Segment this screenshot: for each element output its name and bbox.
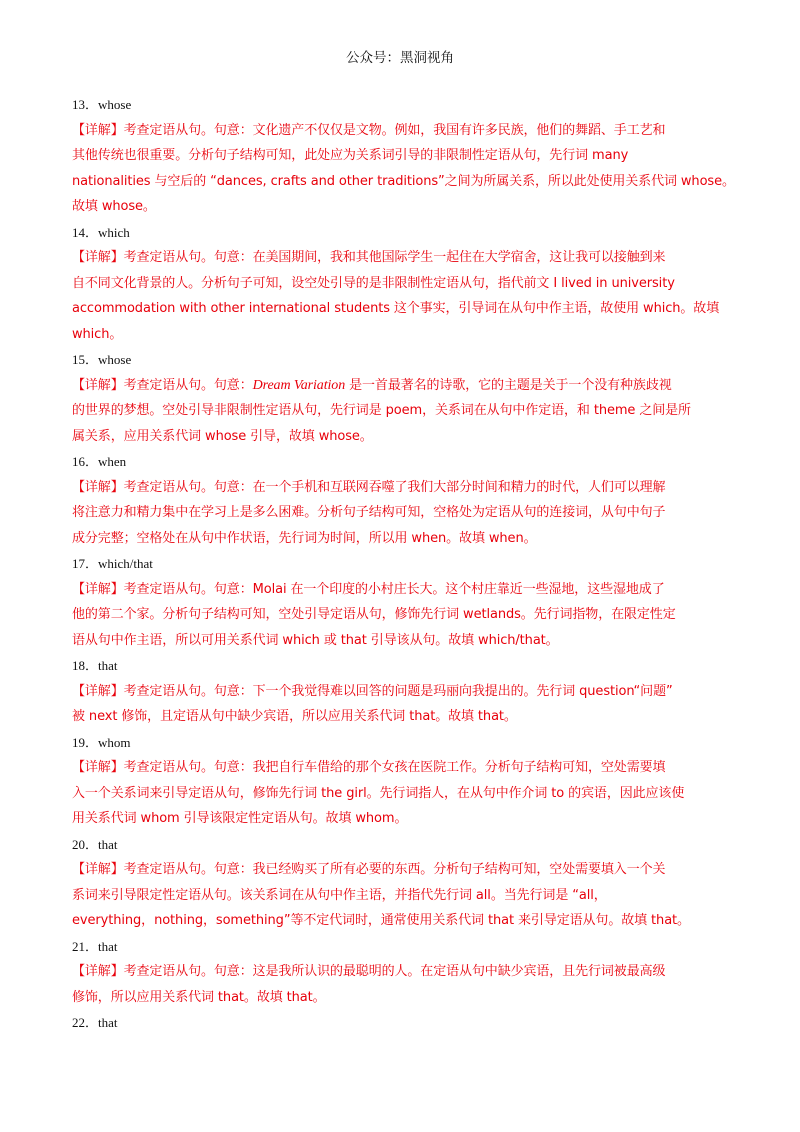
- explanation-line: 其他传统也很重要。分析句子结构可知，此处应为关系词引导的非限制性定语从句，先行词 many: [72, 148, 629, 163]
- answer-item-16: [72, 449, 728, 551]
- explanation-line: 【详解】考查定语从句。句意：我把自行车借给的那个女孩在医院工作。分析句子结构可知，空处需要填: [72, 760, 666, 775]
- answer-list: [72, 92, 735, 1036]
- answer-number: 21．that: [72, 938, 118, 954]
- answer-explanation: [72, 679, 728, 730]
- answer-item-17: [72, 551, 728, 653]
- explanation-line: 系词来引导限定性定语从句。该关系词在从句中作主语，并指代先行词 all。当先行词是 “all，: [72, 887, 607, 903]
- explanation-line: 将注意力和精力集中在学习上是多么困难。分析句子结构可知，空格处为定语从句的连接词，从句中句子: [72, 505, 666, 520]
- page-header: 公众号：黑洞视角: [346, 50, 454, 66]
- explanation-text: 【详解】考查定语从句。句意：: [72, 377, 253, 393]
- answer-item-21: [72, 934, 728, 1011]
- answer-number: 14．which: [72, 224, 130, 240]
- explanation-line: 【详解】考查定语从句。句意：文化遗产不仅仅是文物。例如，我国有许多民族，他们的舞蹈、手工艺和: [72, 122, 666, 138]
- answer-explanation: [72, 755, 728, 832]
- answer-item-15: [72, 347, 728, 449]
- answer-explanation: [72, 118, 735, 220]
- poem-title: Dream Variation: [252, 377, 346, 393]
- explanation-line: 入一个关系词来引导定语从句，修饰先行词 the girl。先行词指人，在从句中作介词 to 的宾语，因此应该使: [72, 785, 685, 801]
- explanation-line: 【详解】考查定语从句。句意：在一个手机和互联网吞噬了我们大部分时间和精力的时代，人们可以理解: [72, 479, 666, 495]
- explanation-line: 故填 whose。: [72, 199, 156, 214]
- explanation-line: 用关系代词 whom 引导该限定性定语从句。故填 whom。: [72, 811, 408, 826]
- explanation-line: 【详解】考查定语从句。句意：我已经购买了所有必要的东西。分析句子结构可知，空处需要填入一个关: [72, 862, 666, 877]
- answer-item-22: [72, 1010, 728, 1036]
- explanation-line: nationalities 与空后的 “dances, crafts and other traditions”之间为所属关系，所以此处使用关系代词 whose。: [72, 173, 735, 189]
- answer-number: 19．whom: [72, 734, 131, 750]
- answer-item-13: [72, 92, 735, 220]
- explanation-line: everything，nothing，something”等不定代词时，通常使用关系代词 that 来引导定语从句。故填 that。: [72, 913, 690, 928]
- explanation-line: which。: [72, 326, 123, 342]
- answer-explanation: [72, 857, 728, 934]
- answer-explanation: [72, 475, 728, 552]
- explanation-line: 【详解】考查定语从句。句意：在美国期间，我和其他国际学生一起住在大学宿舍，这让我可以接触到来: [72, 250, 666, 265]
- explanation-line: 【详解】考查定语从句。句意：这是我所认识的最聪明的人。在定语从句中缺少宾语，且先行词被最高级: [72, 964, 666, 979]
- explanation-line: [72, 373, 728, 399]
- explanation-text: 是一首最著名的诗歌，它的主题是关于一个没有种族歧视: [345, 377, 672, 393]
- answer-item-20: [72, 832, 728, 934]
- explanation-line: 的世界的梦想。空处引导非限制性定语从句，先行词是 poem，关系词在从句中作定语，和 theme 之间是所: [72, 403, 691, 418]
- explanation-line: 被 next 修饰，且定语从句中缺少宾语，所以应用关系代词 that。故填 that。: [72, 709, 517, 724]
- explanation-line: accommodation with other international students 这个事实，引导词在从句中作主语，故使用 which。故填: [72, 301, 720, 316]
- answer-item-18: [72, 653, 728, 730]
- answer-number: 18．that: [72, 658, 118, 673]
- explanation-line: 属关系，应用关系代词 whose 引导，故填 whose。: [72, 428, 373, 444]
- answer-number: 17．which/that: [72, 556, 153, 571]
- answer-explanation: [72, 245, 728, 347]
- answer-explanation: [72, 373, 728, 450]
- answer-number: 15．whose: [72, 352, 132, 367]
- explanation-line: 自不同文化背景的人。分析句子可知，设空处引导的是非限制性定语从句，指代前文 I lived in university: [72, 275, 675, 291]
- answer-number: 22．that: [72, 1015, 118, 1030]
- answer-item-14: [72, 220, 728, 348]
- answer-number: 16．when: [72, 454, 127, 469]
- explanation-line: 【详解】考查定语从句。句意：Molai 在一个印度的小村庄长大。这个村庄靠近一些湿地，这些湿地成了: [72, 581, 665, 597]
- answer-explanation: [72, 577, 728, 654]
- explanation-line: 成分完整；空格处在从句中作状语，先行词为时间，所以用 when。故填 when。: [72, 530, 537, 546]
- explanation-line: 【详解】考查定语从句。句意：下一个我觉得难以回答的问题是玛丽向我提出的。先行词 question“问题”: [72, 683, 673, 699]
- answer-number: 20．that: [72, 836, 118, 852]
- explanation-line: 语从句中作主语，所以可用关系代词 which 或 that 引导该从句。故填 which/that。: [72, 632, 559, 648]
- answer-item-19: [72, 730, 728, 832]
- explanation-line: 他的第二个家。分析句子结构可知，空处引导定语从句，修饰先行词 wetlands。先行词指物，在限定性定: [72, 607, 676, 622]
- answer-number: 13．whose: [72, 97, 132, 112]
- explanation-line: 修饰，所以应用关系代词 that。故填 that。: [72, 989, 326, 1005]
- answer-explanation: [72, 959, 728, 1010]
